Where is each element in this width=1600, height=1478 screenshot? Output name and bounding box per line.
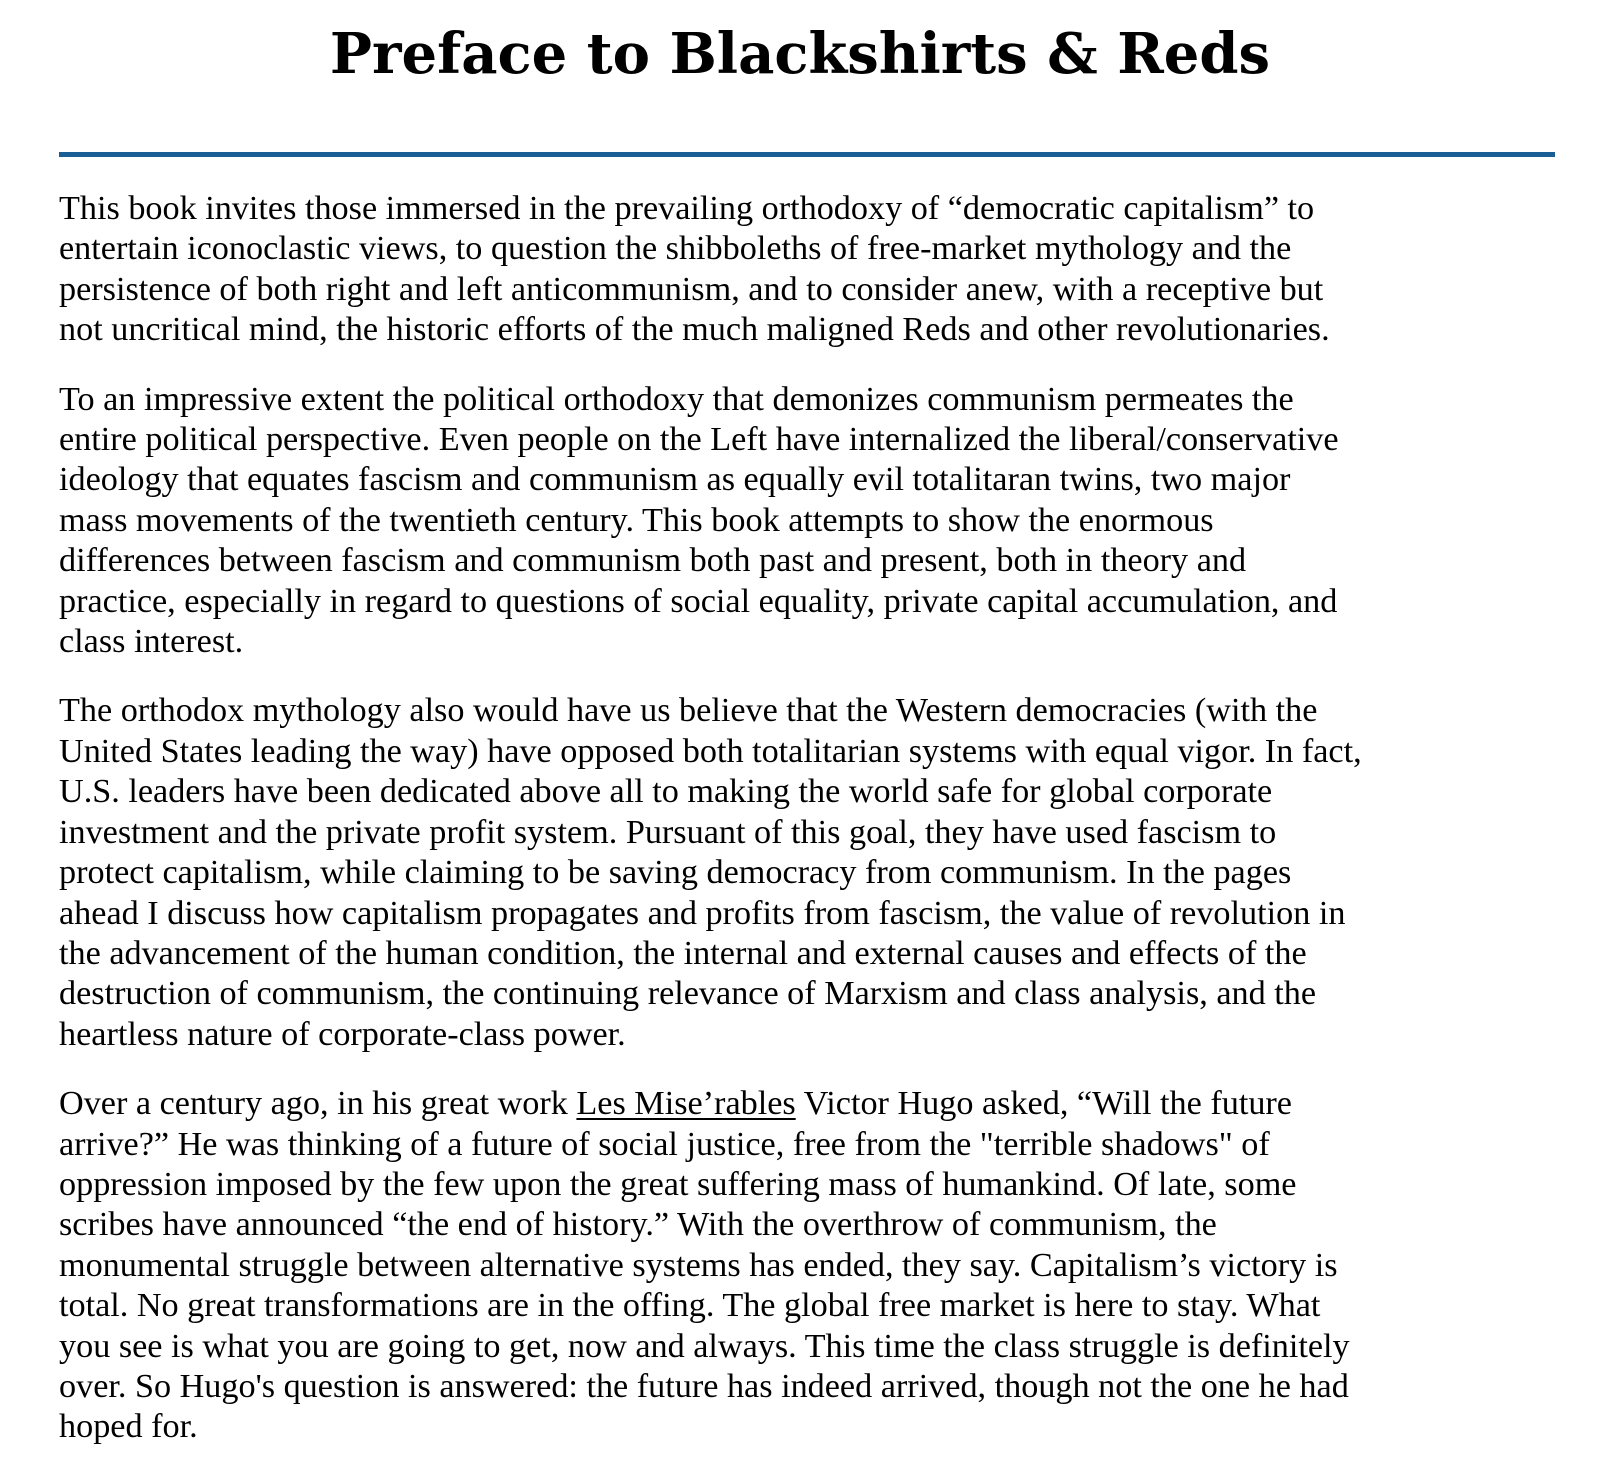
text-line: entire political perspective. Even people on the Left have internalized the liberal/conservative [59,421,1339,459]
document-body [59,189,1579,1477]
text-line: arrive?” He was thinking of a future of social justice, free from the "terrible shadows" of [59,1125,1270,1163]
page-title: Preface to Blackshirts & Reds [329,21,1271,87]
text-line: differences between fascism and communism both past and present, both in theory and [59,542,1247,580]
paragraph-2 [59,380,1579,663]
text-line: persistence of both right and left anticommunism, and to consider anew, with a receptive but [59,270,1324,308]
text-line: scribes have announced “the end of history.” With the overthrow of communism, the [59,1206,1217,1244]
text-line: ideology that equates fascism and communism as equally evil totalitaran twins, two major [59,461,1291,499]
text-line [59,1084,1579,1124]
text-line: over. So Hugo's question is answered: the future has indeed arrived, though not the one he had [59,1367,1349,1405]
text-run: Over a century ago, in his great work [59,1085,577,1123]
text-line: mass movements of the twentieth century. This book attempts to show the enormous [59,501,1214,539]
text-line: not uncritical mind, the historic efforts of the much maligned Reds and other revolutionaries. [59,311,1330,349]
text-line: The orthodox mythology also would have us believe that the Western democracies (with the [59,692,1318,730]
paragraph-1 [59,189,1579,351]
text-line: United States leading the way) have opposed both totalitarian systems with equal vigor. In fact, [59,732,1362,770]
paragraph-3 [59,691,1579,1055]
text-line: heartless nature of corporate-class power. [59,1015,626,1053]
text-line: To an impressive extent the political orthodoxy that demonizes communism permeates the [59,380,1294,418]
text-line: protect capitalism, while claiming to be saving democracy from communism. In the pages [59,854,1292,892]
text-line: ahead I discuss how capitalism propagates and profits from fascism, the value of revolution in [59,894,1346,932]
text-line: U.S. leaders have been dedicated above all to making the world safe for global corporate [59,773,1273,811]
text-line: you see is what you are going to get, now and always. This time the class struggle is definitely [59,1327,1350,1365]
text-line: destruction of communism, the continuing relevance of Marxism and class analysis, and the [59,975,1317,1013]
text-line: This book invites those immersed in the prevailing orthodoxy of “democratic capitalism” to [59,190,1315,227]
text-line: class interest. [59,623,244,661]
title-divider [59,152,1555,157]
text-line: investment and the private profit system. Pursuant of this goal, they have used fascism to [59,813,1277,851]
text-line: total. No great transformations are in the offing. The global free market is here to stay. What [59,1287,1321,1325]
text-line: oppression imposed by the few upon the great suffering mass of humankind. Of late, some [59,1165,1297,1203]
text-run: Victor Hugo asked, “Will the future [795,1085,1292,1123]
text-line: monumental struggle between alternative systems has ended, they say. Capitalism’s victory is [59,1246,1338,1284]
text-line: hoped for. [59,1408,198,1446]
book-title: Les Mise’rables [576,1085,796,1123]
text-line: the advancement of the human condition, the internal and external causes and effects of the [59,934,1307,972]
text-line: entertain iconoclastic views, to question the shibboleths of free-market mythology and the [59,230,1292,268]
text-line: practice, especially in regard to questions of social equality, private capital accumulation, and [59,582,1338,620]
paragraph-4 [59,1084,1579,1448]
